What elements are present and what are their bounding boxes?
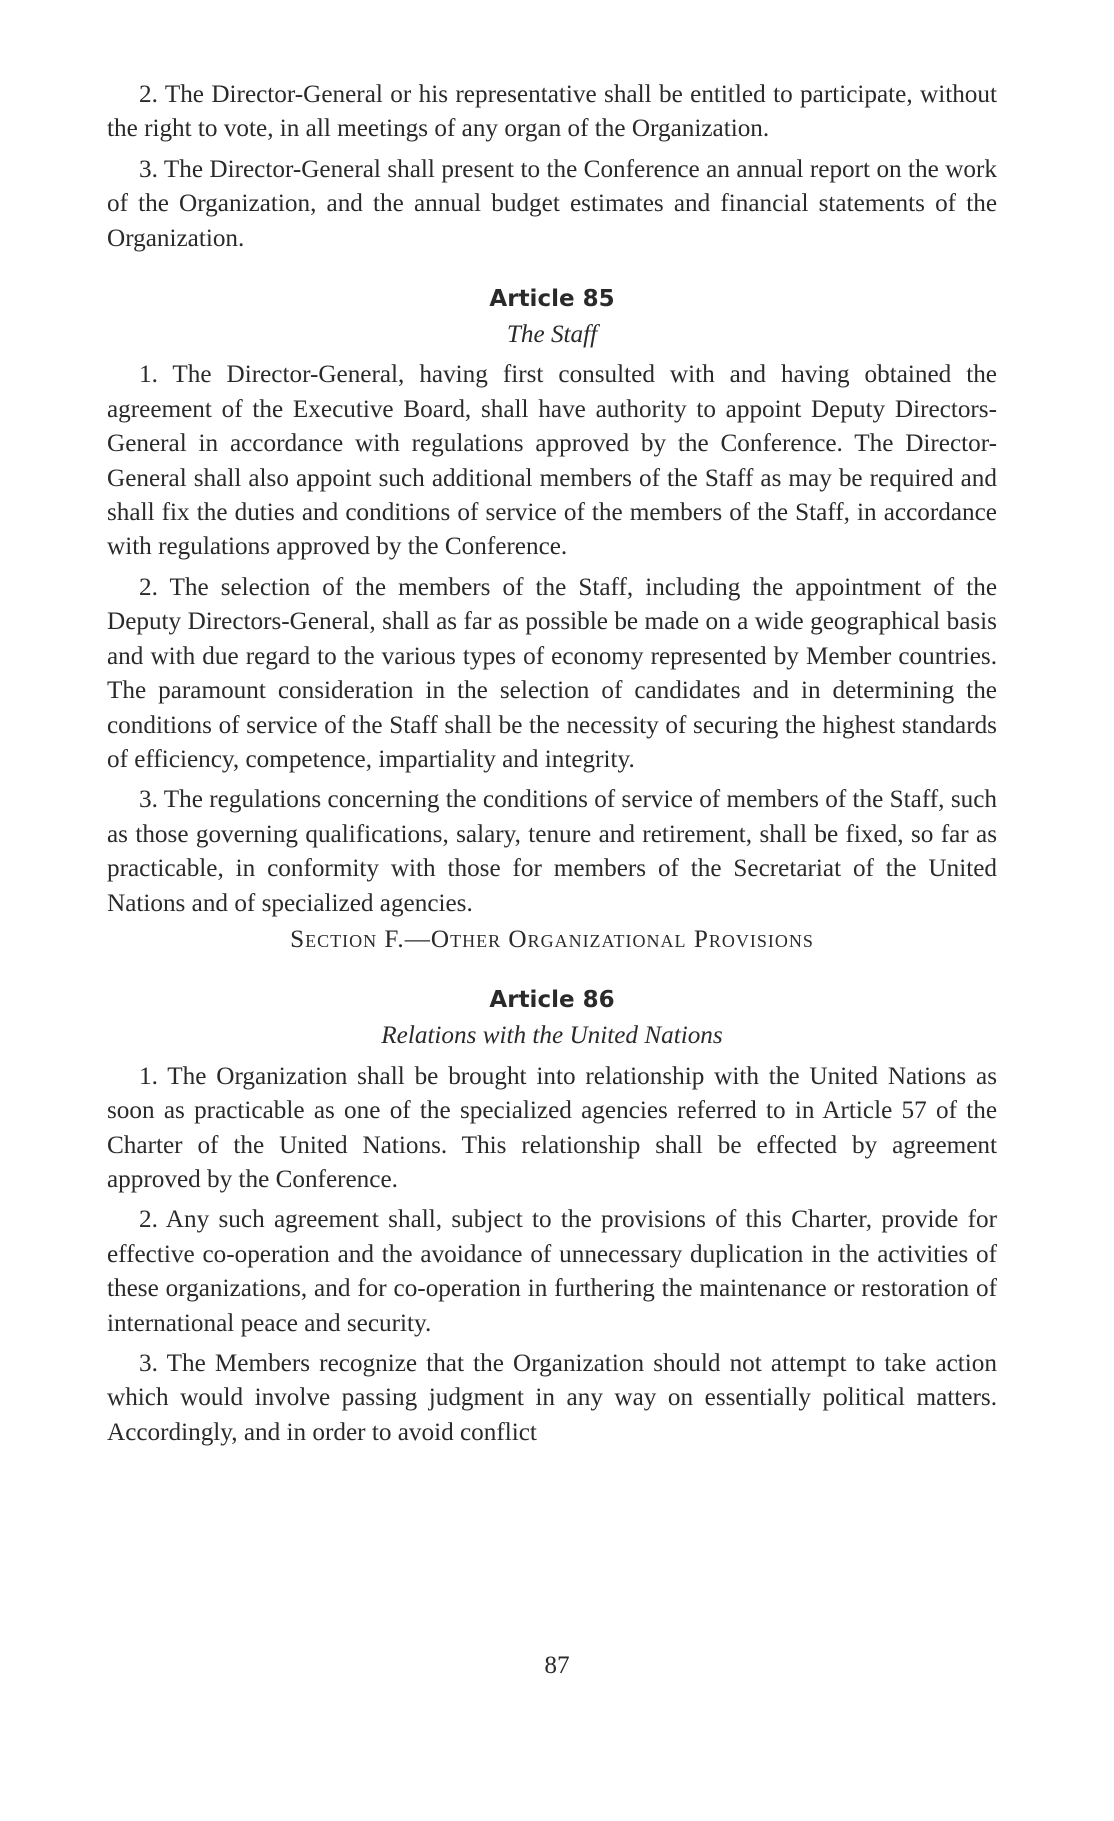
paragraph-85-1: 1. The Director-General, having first consulted with and having obtained the agreement of the Executive Board, shall have authority to appoint Deputy Directors-General in accordance with regulations approved by the Conference. The Director-General shall also appoint such additional members of the Staff as may be required and shall fix the duties and conditions of service of the members of the Staff, in accordance with regulations approved by the Conference. bbox=[107, 361, 997, 561]
paragraph-85-2: 2. The selection of the members of the Staff, including the appointment of the Deputy Directors-General, shall as far as possible be made on a wide geographical basis and with due regard to the various types of economy represented by Member countries. The paramount consideration in the selection of candidates and in determining the conditions of service of the Staff shall be the necessity of securing the highest standards of efficiency, competence, impartiality and integrity. bbox=[107, 573, 997, 773]
paragraph-84-3: 3. The Director-General shall present to the Conference an annual report on the work of the Organization, and the annual budget estimates and financial statements of the Organization. bbox=[107, 155, 997, 252]
article-85-heading: Article 85 bbox=[489, 286, 615, 313]
page-number: 87 bbox=[544, 1652, 570, 1679]
paragraph-86-1: 1. The Organization shall be brought into relationship with the United Nations as soon as practicable as one of the specialized agencies referred to in Article 57 of the Charter of the United Nations. This relationship shall be effected by agreement approved by the Conference. bbox=[107, 1062, 997, 1193]
paragraph-84-2: 2. The Director-General or his representative shall be entitled to participate, without the right to vote, in all meetings of any organ of the Organization. bbox=[107, 81, 997, 143]
section-f-heading: Section F.—Other Organizational Provisions bbox=[290, 925, 814, 953]
paragraph-86-3: 3. The Members recognize that the Organization should not attempt to take action which would involve passing judgment in any way on essentially political matters. Accordingly, and in order to avoid conflict bbox=[107, 1350, 997, 1446]
article-86-heading: Article 86 bbox=[489, 987, 615, 1014]
document-page bbox=[107, 78, 997, 1450]
paragraph-86-2: 2. Any such agreement shall, subject to the provisions of this Charter, provide for effective co-operation and the avoidance of unnecessary duplication in the activities of these organizations, and for co-operation in furthering the maintenance or restoration of international peace and security. bbox=[107, 1206, 997, 1337]
article-85-subtitle: The Staff bbox=[506, 321, 598, 349]
article-86-subtitle: Relations with the United Nations bbox=[381, 1022, 723, 1050]
paragraph-85-3: 3. The regulations concerning the conditions of service of members of the Staff, such as those governing qualifications, salary, tenure and retirement, shall be fixed, so far as practicable, in conformity with those for members of the Secretariat of the United Nations and of specialized agencies. bbox=[107, 786, 997, 917]
